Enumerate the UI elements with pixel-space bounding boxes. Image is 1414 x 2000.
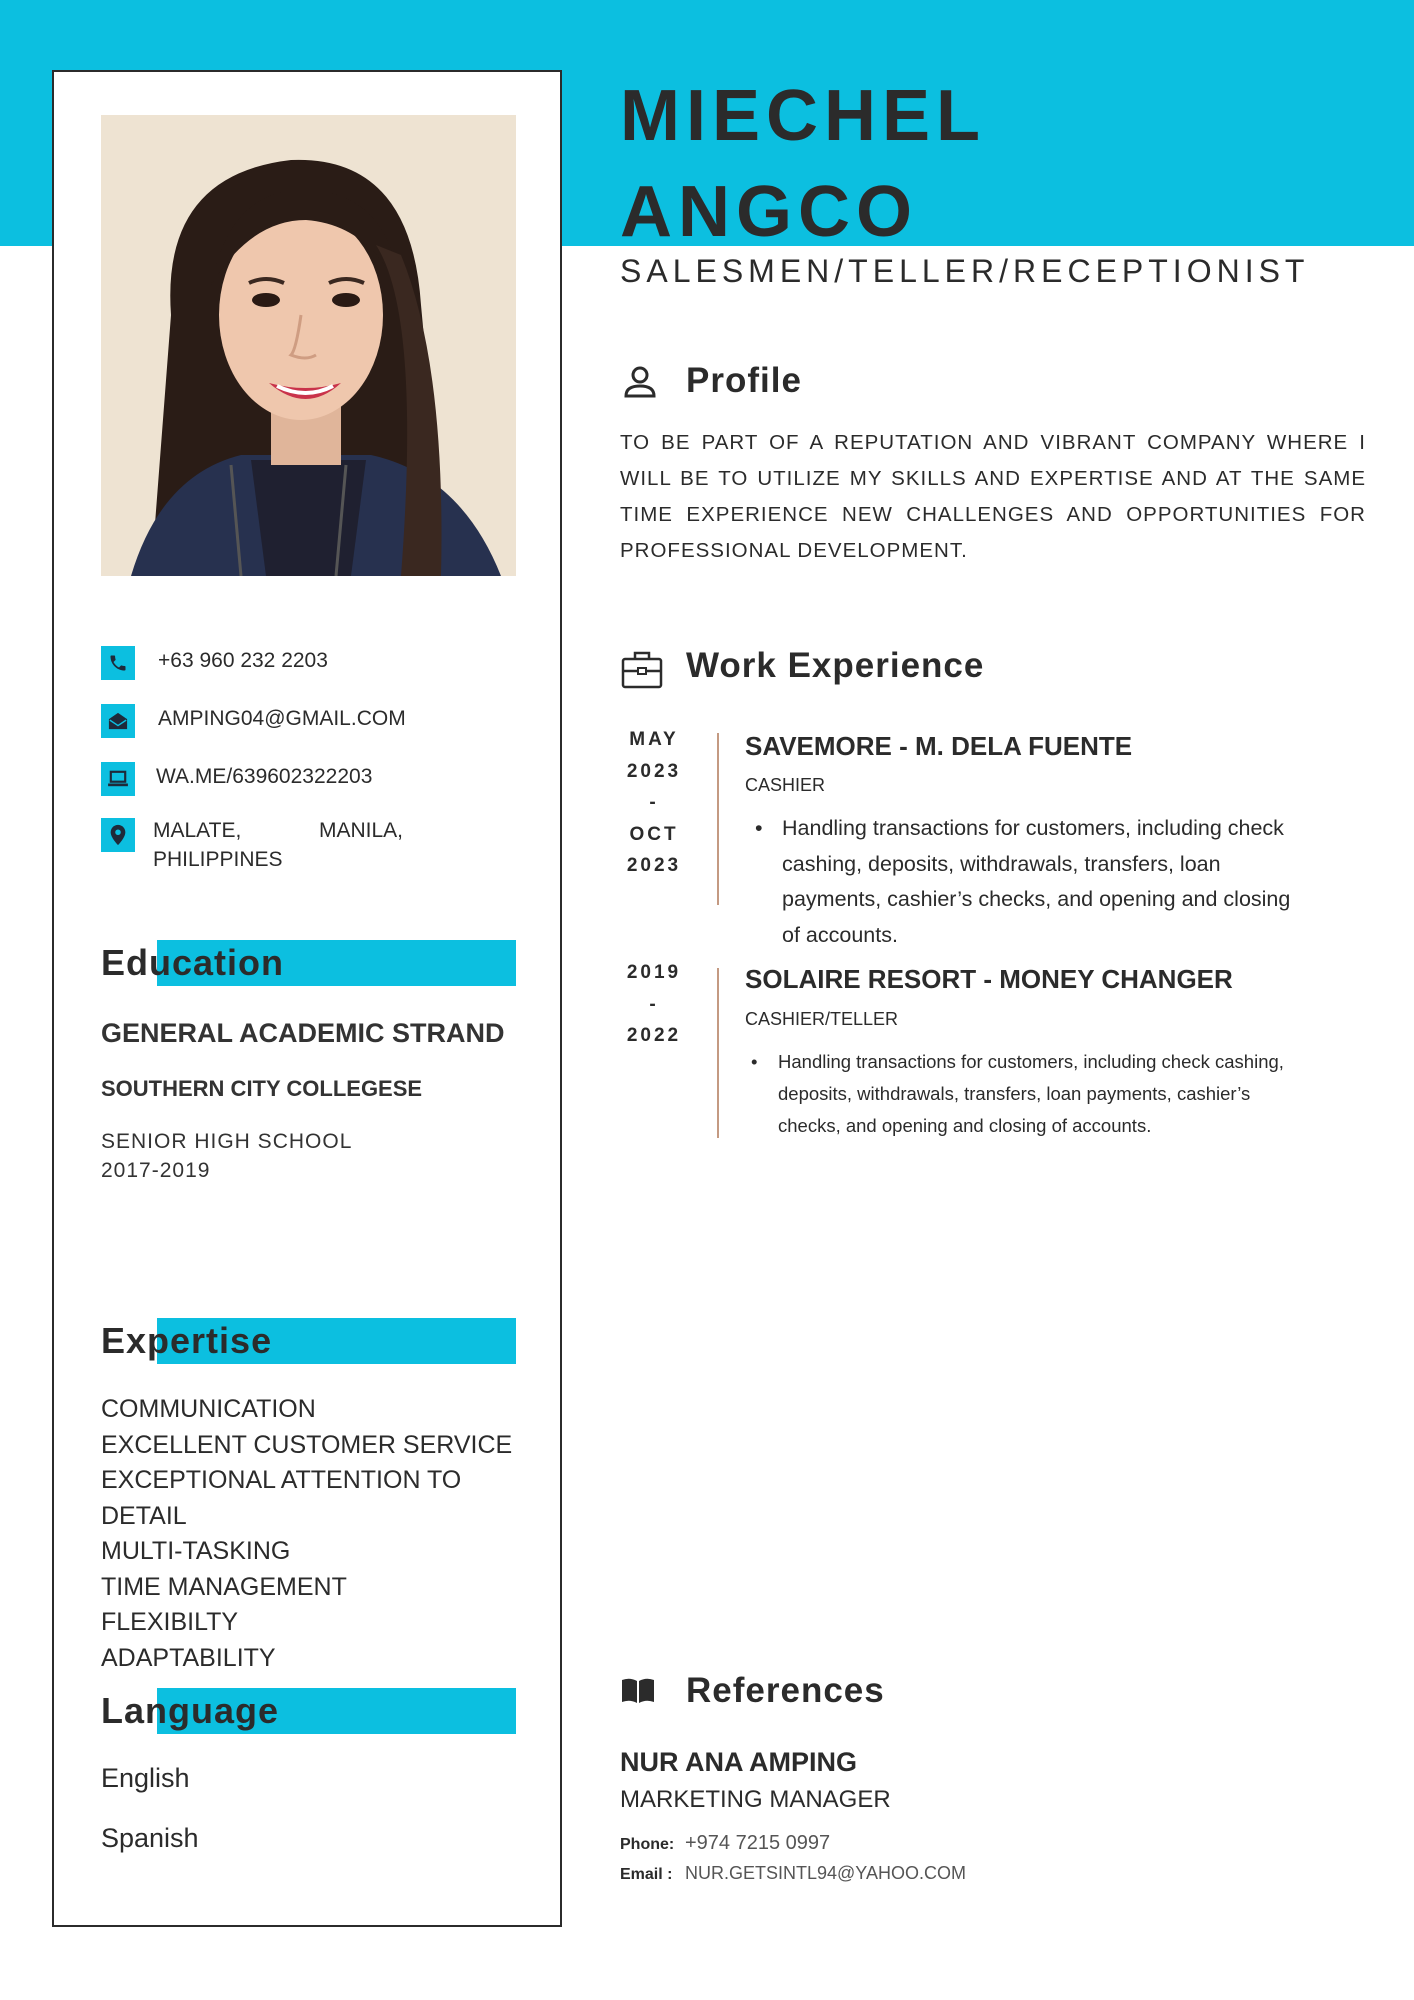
- education-school: SOUTHERN CITY COLLEGESE: [101, 1076, 423, 1101]
- location-country: PHILIPPINES: [153, 848, 283, 871]
- list-item: • Handling transactions for customers, including check cashing, deposits, withdrawals, transfers, loan payments, cashier’s checks, and opening and closing of accounts.: [782, 811, 1302, 953]
- map-pin-icon: [101, 818, 135, 852]
- profile-text: TO BE PART OF A REPUTATION AND VIBRANT COMPANY WHERE I WILL BE TO UTILIZE MY SKILLS AND EXPERTISE AND AT THE SAME TIME EXPERIENCE NEW CHALLENGES AND OPPORTUNITIES FOR PROFESSIONAL DEVELOPMENT.: [620, 431, 1366, 562]
- expertise-list: [101, 1392, 512, 1676]
- last-name: ANGCO: [620, 172, 918, 252]
- education-strand: GENERAL ACADEMIC STRAND: [101, 1018, 505, 1048]
- list-item: EXCELLENT CUSTOMER SERVICE: [101, 1430, 513, 1459]
- job-1-role: CASHIER: [745, 775, 826, 795]
- job-1-title: SAVEMORE - M. DELA FUENTE: [745, 731, 1133, 761]
- job-subtitle: SALESMEN/TELLER/RECEPTIONIST: [620, 253, 1310, 289]
- expertise-heading: Expertise: [101, 1318, 516, 1364]
- profile-photo: [101, 115, 516, 576]
- education-level: SENIOR HIGH SCHOOL 2017-2019: [101, 1127, 352, 1185]
- laptop-icon: [101, 762, 135, 796]
- list-item: DETAIL: [101, 1501, 187, 1530]
- person-icon: [620, 362, 664, 406]
- reference-email-value: NUR.GETSINTL94@YAHOO.COM: [685, 1863, 966, 1883]
- language-english: English: [101, 1763, 190, 1793]
- location-city: MALATE,: [153, 819, 242, 842]
- job-2-bullets: [778, 1046, 1298, 1142]
- reference-email: [620, 1863, 966, 1884]
- phone-icon: [101, 646, 135, 680]
- briefcase-icon: [620, 647, 664, 691]
- job-1-bullets: [782, 811, 1302, 953]
- list-item: COMMUNICATION: [101, 1395, 316, 1423]
- envelope-icon: [101, 704, 135, 738]
- list-item: TIME MANAGEMENT: [101, 1572, 347, 1601]
- list-item: EXCEPTIONAL ATTENTION TO: [101, 1466, 462, 1494]
- list-item: MULTI-TASKING: [101, 1537, 291, 1565]
- education-heading: Education: [101, 940, 516, 986]
- language-spanish: Spanish: [101, 1823, 199, 1853]
- candidate-name: [620, 68, 986, 260]
- reference-role: MARKETING MANAGER: [620, 1786, 891, 1813]
- language-heading: Language: [101, 1688, 516, 1734]
- location-region: MANILA,: [318, 819, 403, 842]
- timeline-line: [717, 733, 719, 905]
- list-item: FLEXIBILTY: [101, 1608, 239, 1636]
- job-2-dates: 2019 - 2022: [626, 962, 682, 1046]
- reference-name: NUR ANA AMPING: [620, 1747, 857, 1777]
- reference-phone-label: Phone:: [620, 1836, 675, 1853]
- reference-phone-value: +974 7215 0997: [685, 1832, 831, 1854]
- email-text: AMPING04@GMAIL.COM: [158, 707, 406, 730]
- job-1-dates: MAY 2023 - OCT 2023: [626, 729, 682, 876]
- job-2-role: CASHIER/TELLER: [745, 1009, 899, 1029]
- book-icon: [620, 1674, 664, 1718]
- reference-phone: [620, 1832, 830, 1855]
- phone-text: +63 960 232 2203: [158, 649, 328, 672]
- first-name: MIECHEL: [620, 76, 986, 156]
- timeline-line: [717, 968, 719, 1138]
- job-2-title: SOLAIRE RESORT - MONEY CHANGER: [745, 964, 1233, 994]
- education-years: 2017-2019: [101, 1159, 211, 1182]
- website-text: WA.ME/639602322203: [156, 765, 373, 788]
- list-item: ADAPTABILITY: [101, 1643, 276, 1672]
- list-item: • Handling transactions for customers, including check cashing, deposits, withdrawals, transfers, loan payments, cashier’s checks, and opening and closing of accounts.: [778, 1046, 1298, 1142]
- reference-email-label: Email :: [620, 1866, 673, 1883]
